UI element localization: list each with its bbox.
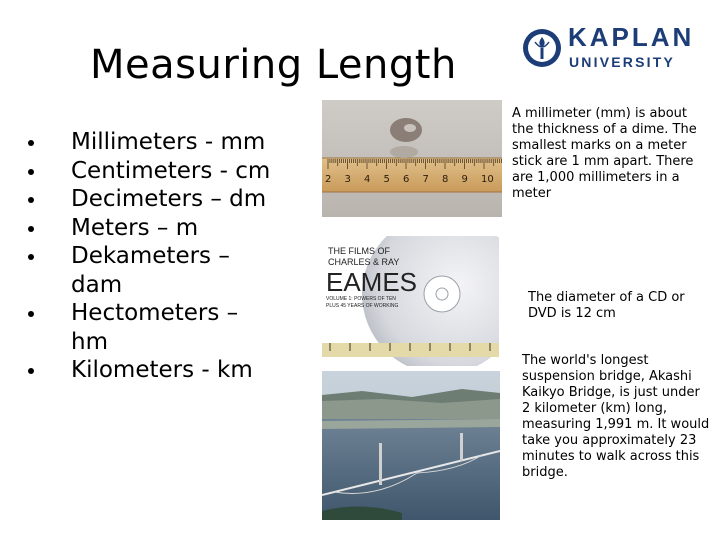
bridge-photo [322,371,500,520]
unit-label: Dekameters – [71,243,230,269]
unit-list-item [20,299,320,356]
slide-title: Measuring Length [90,42,457,88]
unit-label: Meters – m [71,214,199,241]
bullet-dot-icon [28,311,34,317]
ruler-number: 9 [461,174,468,185]
ruler-number: 5 [383,174,390,185]
unit-label: Hectometers – [71,300,239,326]
units-list [20,128,320,385]
cd-label-line3: EAMES [326,267,418,297]
torch-seal-icon [522,28,562,68]
unit-label: Decimeters – dm [71,186,267,212]
ruler-number: 6 [403,174,410,185]
ruler-number: 2 [325,174,332,185]
unit-label: hm [71,328,108,355]
cd-label-line5: PLUS 45 YEARS OF WORKING [326,303,399,309]
bullet-dot-icon [28,169,34,175]
unit-list-item [20,185,320,214]
unit-list-item [20,157,320,186]
ruler-number: 4 [364,174,371,185]
unit-label: dam [71,271,123,298]
unit-list-item [20,242,320,299]
ruler-number: 8 [442,174,449,185]
unit-list-item [20,356,320,385]
unit-label: Kilometers - km [71,357,253,383]
bullet-dot-icon [28,140,34,146]
millimeter-note: A millimeter (mm) is about the thickness of a dime. The smallest marks on a meter stick are 1 mm apart. There are 1,000 millimeters in a meter [512,106,697,201]
unit-list-item [20,128,320,157]
bullet-dot-icon [28,254,34,260]
unit-label: Millimeters - mm [71,129,266,155]
cd-label-line4: VOLUME 1: POWERS OF TEN [326,296,396,302]
logo-brand-text: KAPLAN [568,22,695,52]
ruler-photo [322,100,502,217]
ruler-number: 10 [481,174,494,185]
unit-label: Centimeters - cm [71,157,271,184]
bullet-dot-icon [28,368,34,374]
cd-note: The diameter of a CD or DVD is 12 cm [528,290,685,321]
bullet-dot-icon [28,197,34,203]
cd-label-line1: THE FILMS OF [328,246,391,256]
ruler-number: 7 [422,174,429,185]
kaplan-logo [520,18,695,78]
unit-list-item [20,214,320,243]
logo-sub-text: UNIVERSITY [569,54,676,70]
ruler-number: 3 [344,174,351,185]
cd-photo [322,236,499,366]
bridge-note: The world's longest suspension bridge, Akashi Kaikyo Bridge, is just under 2 kilometer (km) long, measuring 1,991 m. It would take you approximately 23 minutes to walk across this bridge. [522,353,710,480]
bullet-dot-icon [28,226,34,232]
cd-label-line2: CHARLES & RAY [328,257,400,267]
